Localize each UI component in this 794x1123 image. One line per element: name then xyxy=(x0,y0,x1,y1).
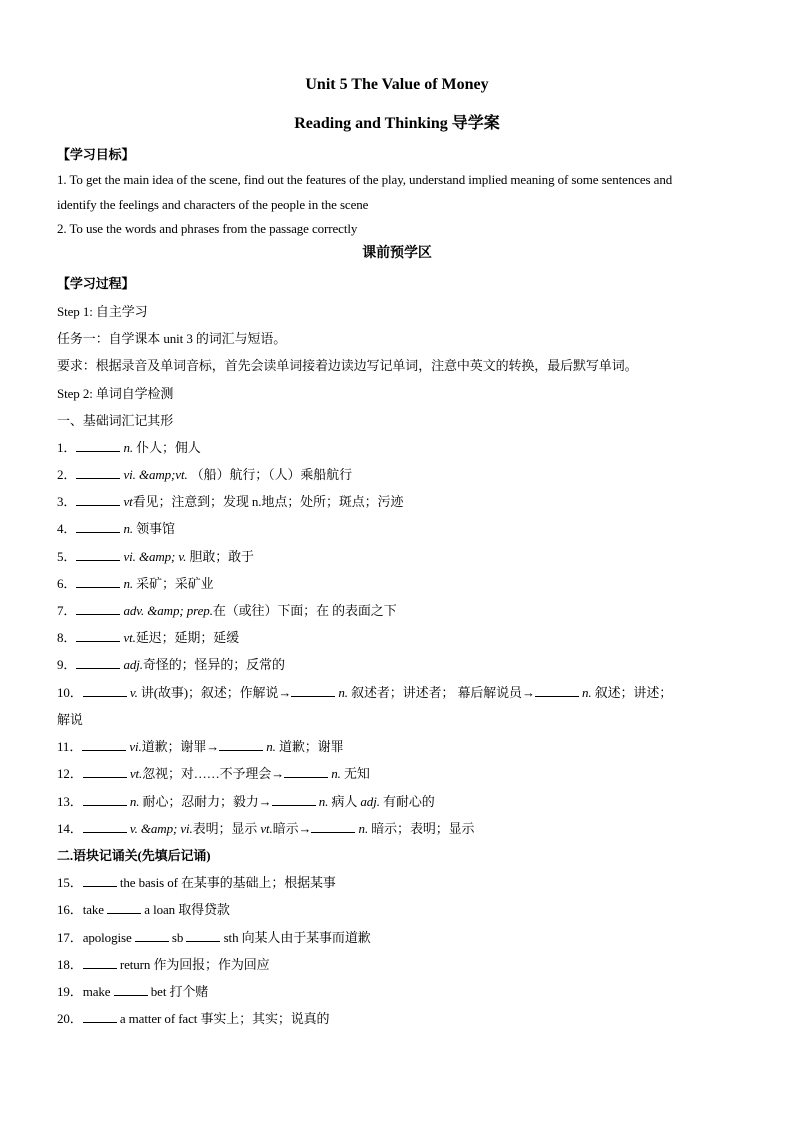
vocab-item: 5． vi. &amp; v. 胆敢；敢于 xyxy=(57,549,254,564)
answer-blank[interactable] xyxy=(76,575,120,588)
vocab-item: 14． v. &amp; vi.表明；显示 vt.暗示→ n. 暗示；表明；显示 xyxy=(57,821,475,836)
requirement: 要求：根据录音及单词音标，首先会读单词接着边读边写记单词，注意中英文的转换，最后默写单词。 xyxy=(57,358,638,373)
phrase-item: 16．take a loan 取得贷款 xyxy=(57,902,230,917)
answer-blank[interactable] xyxy=(76,602,120,615)
answer-blank[interactable] xyxy=(114,983,148,996)
vocab-item: 2． vi. &amp;vt. （船）航行；（人）乘船航行 xyxy=(57,467,352,482)
answer-blank[interactable] xyxy=(272,793,316,806)
objectives-header: 【学习目标】 xyxy=(57,147,135,162)
answer-blank[interactable] xyxy=(83,684,127,697)
phrase-item: 15． the basis of 在某事的基础上；根据某事 xyxy=(57,875,336,890)
phrase-item: 19．make bet 打个赌 xyxy=(57,984,209,999)
answer-blank[interactable] xyxy=(83,1010,117,1023)
answer-blank[interactable] xyxy=(76,466,120,479)
step2: Step 2: 单词自学检测 xyxy=(57,386,174,401)
answer-blank[interactable] xyxy=(76,548,120,561)
part2-header: 二.语块记诵关(先填后记诵) xyxy=(57,848,211,863)
vocab-item: 6． n. 采矿；采矿业 xyxy=(57,576,214,591)
vocab-item: 4． n. 领事馆 xyxy=(57,521,175,536)
section-heading: 课前预学区 xyxy=(362,246,432,261)
answer-blank[interactable] xyxy=(76,629,120,642)
answer-blank[interactable] xyxy=(291,684,335,697)
answer-blank[interactable] xyxy=(135,929,169,942)
objective-line: 2. To use the words and phrases from the passage correctly xyxy=(57,221,358,236)
vocab-item: 3． vt看见；注意到；发现 n.地点；处所；斑点；污迹 xyxy=(57,494,404,509)
vocab-item: 1． n. 仆人；佣人 xyxy=(57,440,201,455)
answer-blank[interactable] xyxy=(186,929,220,942)
page-title: Unit 5 The Value of Money xyxy=(305,76,489,93)
answer-blank[interactable] xyxy=(83,793,127,806)
page-subtitle: Reading and Thinking 导学案 xyxy=(294,115,500,132)
objective-line: 1. To get the main idea of the scene, find out the features of the play, understand implied meaning of some sentences and xyxy=(57,172,673,187)
task1: 任务一：自学课本 unit 3 的词汇与短语。 xyxy=(57,331,287,346)
vocab-item: 13． n. 耐心；忍耐力；毅力→ n. 病人 adj. 有耐心的 xyxy=(57,794,435,809)
answer-blank[interactable] xyxy=(535,684,579,697)
answer-blank[interactable] xyxy=(82,738,126,751)
answer-blank[interactable] xyxy=(311,820,355,833)
phrase-item: 20． a matter of fact 事实上；其实；说真的 xyxy=(57,1011,330,1026)
answer-blank[interactable] xyxy=(219,738,263,751)
answer-blank[interactable] xyxy=(107,901,141,914)
answer-blank[interactable] xyxy=(284,765,328,778)
part1-header: 一、基础词汇记其形 xyxy=(57,413,174,428)
vocab-item: 8． vt.延迟；延期；延缓 xyxy=(57,630,240,645)
phrase-item: 17．apologise sb sth 向某人由于某事而道歉 xyxy=(57,930,371,945)
objective-line: identify the feelings and characters of the people in the scene xyxy=(57,197,369,212)
vocab-item: 7． adv. &amp; prep.在（或往）下面；在 的表面之下 xyxy=(57,603,397,618)
step1: Step 1: 自主学习 xyxy=(57,304,148,319)
vocab-item: 12． vt.忽视；对……不予理会→ n. 无知 xyxy=(57,766,370,781)
vocab-item-wrap: 解说 xyxy=(57,712,83,727)
answer-blank[interactable] xyxy=(83,765,127,778)
vocab-item: 10． v. 讲(故事)；叙述；作解说→ n. 叙述者；讲述者； 幕后解说员→ n. 叙述；讲述； xyxy=(57,685,673,700)
phrase-item: 18． return 作为回报；作为回应 xyxy=(57,957,270,972)
answer-blank[interactable] xyxy=(83,820,127,833)
vocab-item: 9． adj.奇怪的；怪异的；反常的 xyxy=(57,657,285,672)
vocab-item: 11． vi.道歉；谢罪→ n. 道歉；谢罪 xyxy=(57,739,344,754)
answer-blank[interactable] xyxy=(76,439,120,452)
answer-blank[interactable] xyxy=(76,656,120,669)
process-header: 【学习过程】 xyxy=(57,276,135,291)
answer-blank[interactable] xyxy=(76,520,120,533)
answer-blank[interactable] xyxy=(83,956,117,969)
answer-blank[interactable] xyxy=(83,874,117,887)
answer-blank[interactable] xyxy=(76,493,120,506)
